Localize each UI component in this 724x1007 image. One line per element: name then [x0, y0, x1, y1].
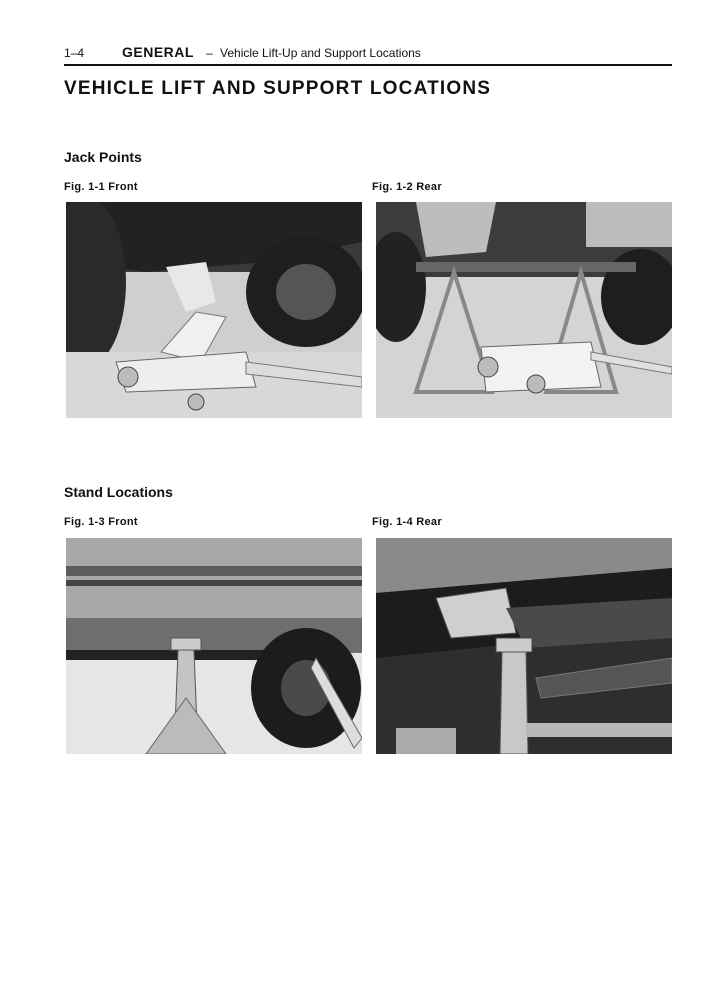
fig-1-4-photo	[376, 538, 672, 754]
page-header	[64, 44, 672, 66]
section-title: GENERAL	[122, 44, 194, 60]
page-title: VEHICLE LIFT AND SUPPORT LOCATIONS	[64, 78, 492, 99]
fig-1-2-photo	[376, 202, 672, 418]
fig-1-3-photo	[66, 538, 362, 754]
fig-1-3-caption: Fig. 1-3 Front	[64, 516, 138, 528]
header-dash: –	[206, 46, 213, 60]
fig-1-4-caption: Fig. 1-4 Rear	[372, 516, 442, 528]
fig-1-1-photo	[66, 202, 362, 418]
fig-1-2-caption: Fig. 1-2 Rear	[372, 181, 442, 193]
fig-1-1-caption: Fig. 1-1 Front	[64, 181, 138, 193]
subsection-title: Vehicle Lift-Up and Support Locations	[220, 46, 421, 60]
jack-points-heading: Jack Points	[64, 149, 142, 165]
page-number: 1–4	[64, 46, 85, 60]
stand-locations-heading: Stand Locations	[64, 484, 173, 500]
